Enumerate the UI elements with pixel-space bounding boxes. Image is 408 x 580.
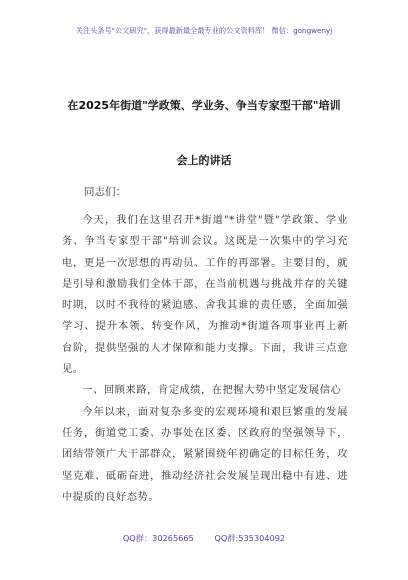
- header-banner: 关注头条号"公文研究"，获得最新最全最专业的公文资料库！ 微信：gongwenyj: [75, 26, 333, 35]
- section-heading-1: 一、回顾来路，肯定成绩，在把握大势中坚定发展信心: [82, 385, 342, 397]
- footer-qq-group-1: QQ群：30265665: [122, 533, 194, 543]
- document-body: [62, 210, 348, 508]
- paragraph-review: 今年以来，面对复杂多变的宏观环境和艰巨繁重的发展任务，街道党工委、办事处在区委、区政府的坚强领导下，团结带领广大干部群众，紧紧围绕年初确定的目标任务，攻坚克难、砥砺奋进，推动经济社会发展呈现出稳中有进、进中提质的良好态势。: [62, 406, 348, 503]
- document-title-line1: 在2025年街道"学政策、学业务、争当专家型干部"培训: [67, 99, 341, 112]
- salutation: 同志们：: [84, 186, 126, 198]
- footer: [0, 533, 408, 544]
- footer-qq-group-2: QQ群:535304092: [214, 533, 286, 543]
- paragraph-intro: 今天，我们在这里召开*街道"*讲堂"暨"学政策、学业务、争当专家型干部"培训会议。这既是一次集中的学习充电，更是一次思想的再动员、工作的再部署。主要目的，就是引导和激励我们全体干部，在当前机遇与挑战并存的关键时期，以时不我待的紧迫感、舍我其谁的责任感，全面加强学习、提升本领、转变作风，为推动*街道各项事业再上新台阶，提供坚强的人才保障和能力支撑。下面，我讲三点意见。: [62, 215, 348, 376]
- document-title-line2: 会上的讲话: [176, 154, 232, 167]
